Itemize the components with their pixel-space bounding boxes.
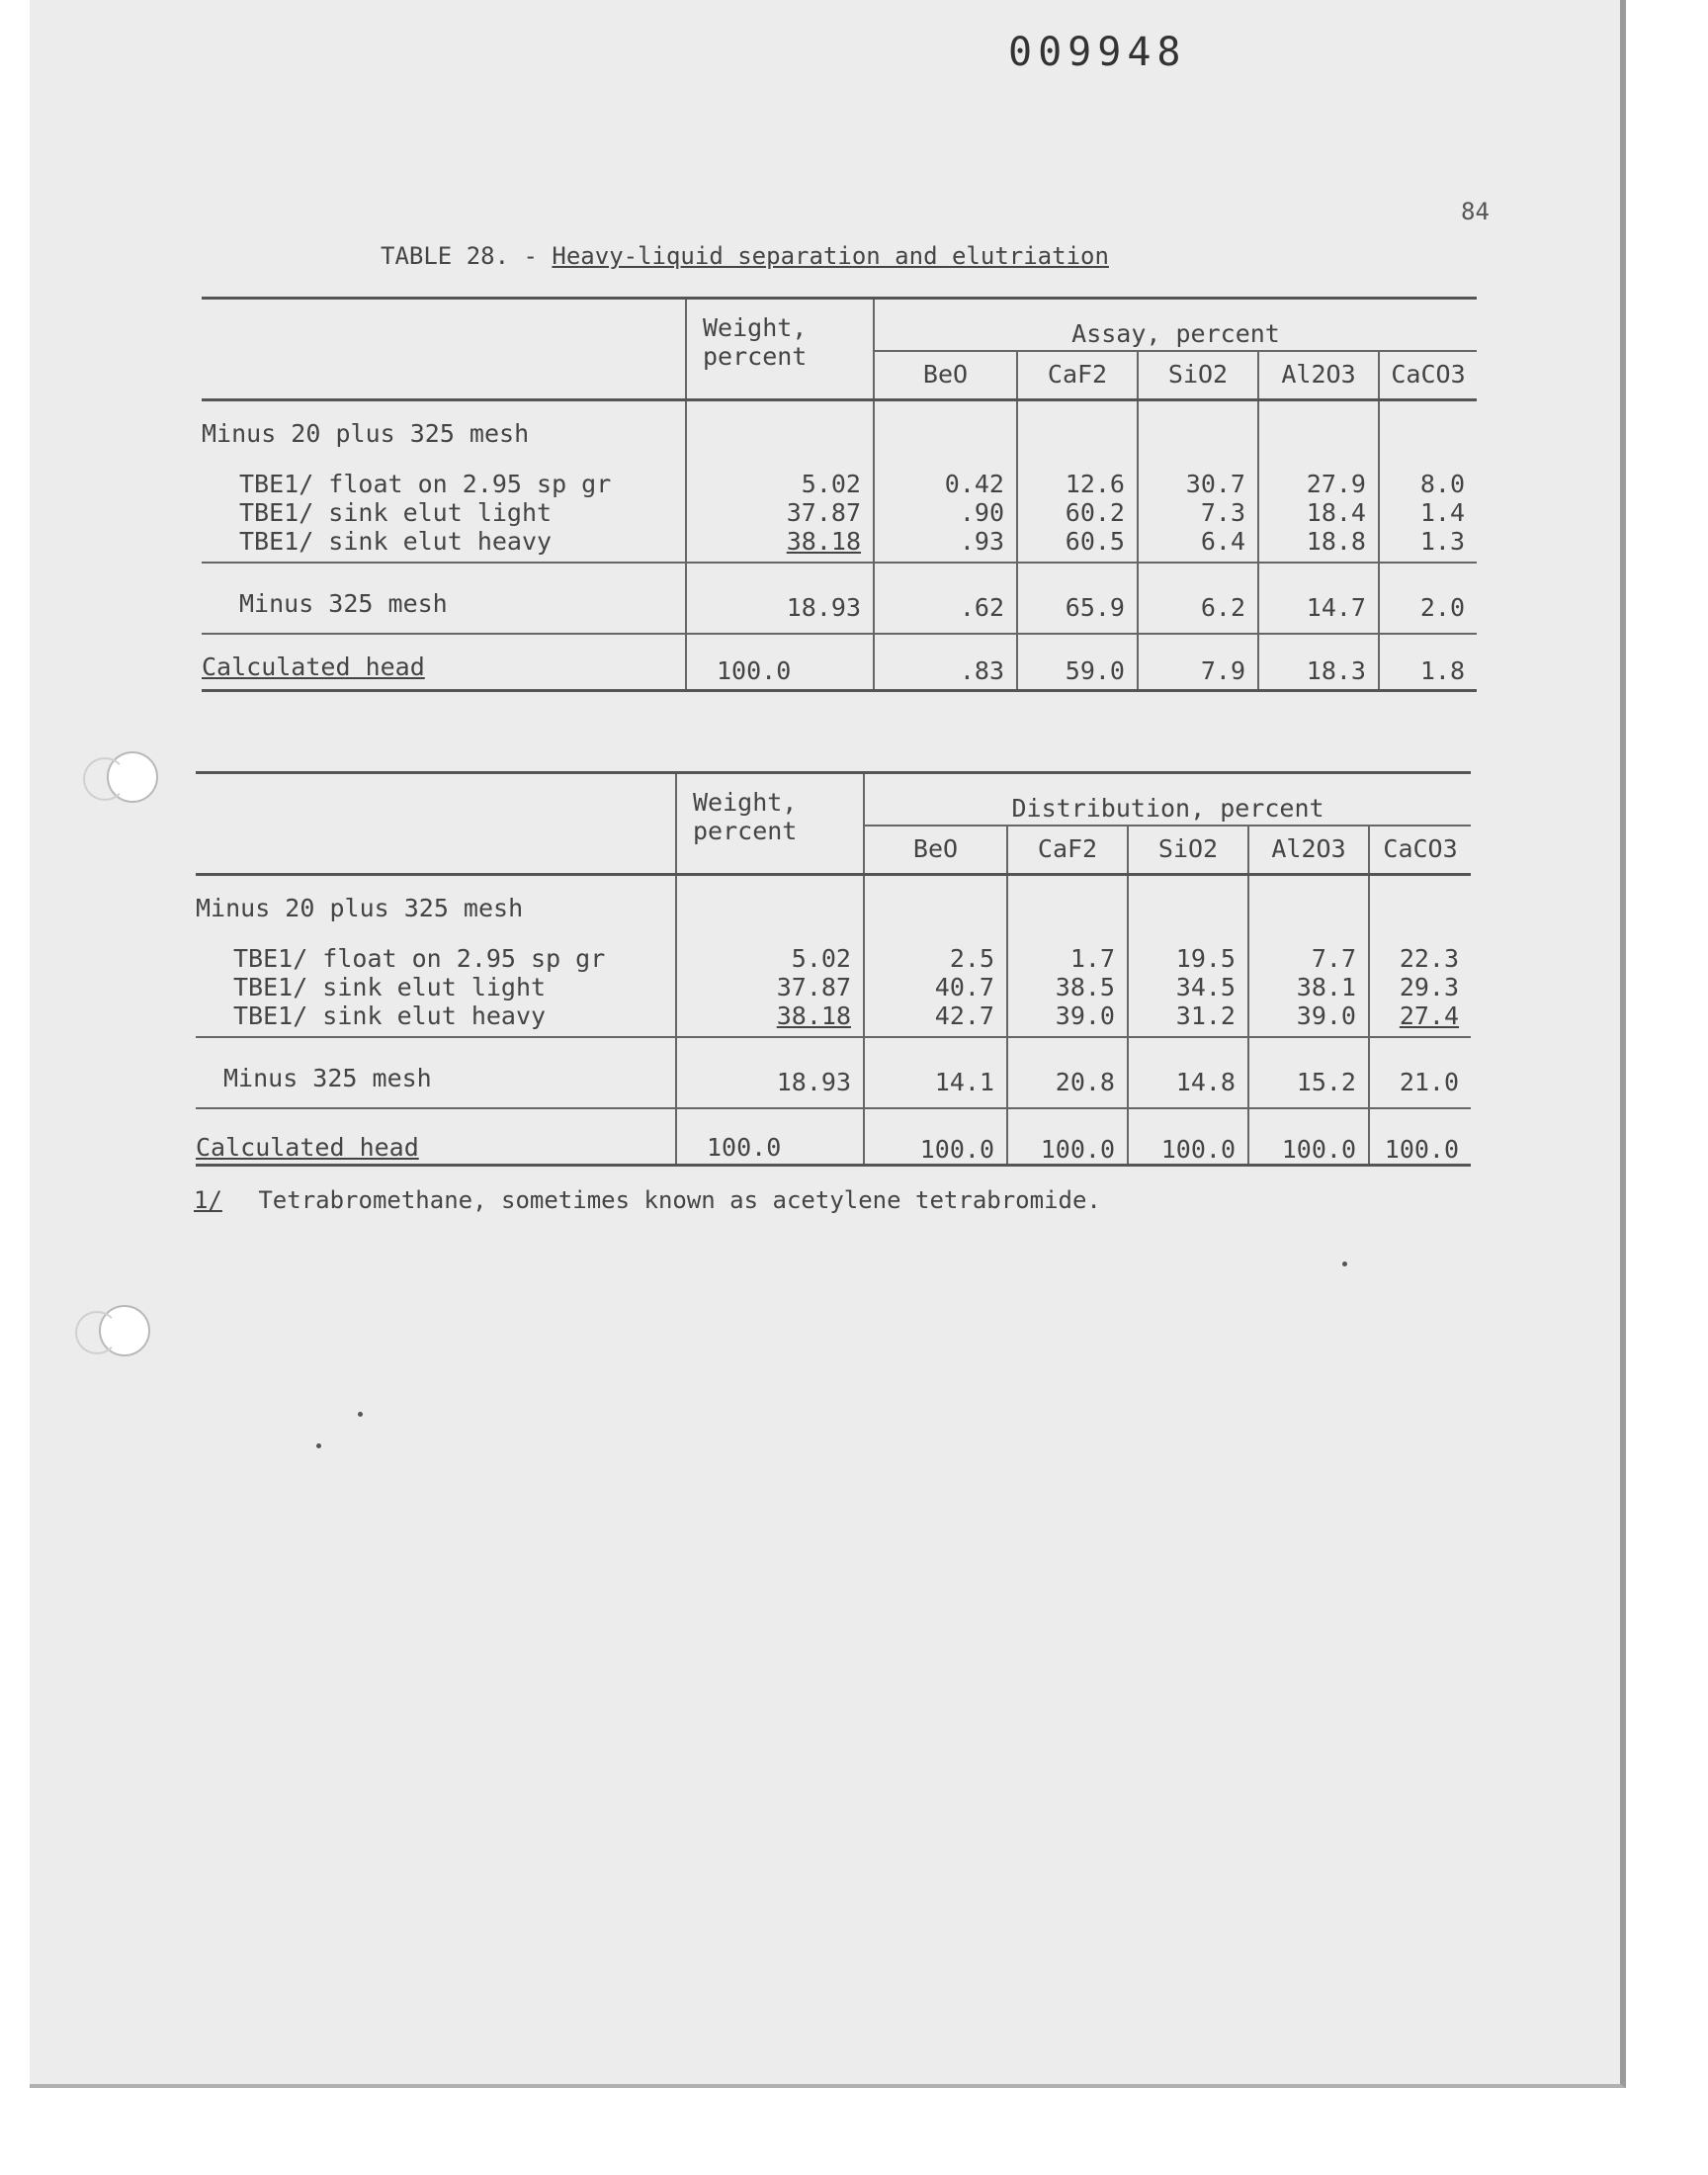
table-row (196, 1108, 1471, 1166)
value-cell: 7.9 (1138, 634, 1258, 691)
row-label: TBE1/ sink elut heavy (239, 526, 553, 556)
value-cell: 38.5 (1007, 973, 1128, 1001)
value-cell: 100.0 (1248, 1108, 1369, 1166)
punch-hole (99, 1305, 150, 1356)
value-cell: 29.3 (1369, 973, 1471, 1001)
scan-speck (1342, 1262, 1347, 1266)
value-cell: 42.7 (864, 1001, 1007, 1037)
punch-hole (107, 751, 158, 803)
value-cell: 1.7 (1007, 944, 1128, 973)
table-title (381, 242, 1109, 270)
value-cell: 38.1 (1248, 973, 1369, 1001)
value-cell: 39.0 (1007, 1001, 1128, 1037)
value-cell: 100.0 (1128, 1108, 1248, 1166)
row-label: TBE1/ float on 2.95 sp gr (233, 943, 606, 973)
value-cell: 15.2 (1248, 1037, 1369, 1108)
col-header-sio2: SiO2 (1128, 826, 1248, 875)
col-header-beo: BeO (874, 351, 1017, 400)
stub-header (196, 773, 676, 875)
row-label: TBE1/ sink elut light (239, 497, 553, 527)
value-cell: 2.0 (1379, 563, 1477, 634)
value-cell: 2.5 (864, 944, 1007, 973)
weight-header-line1: Weight, (703, 313, 808, 342)
weight-cell: 100.0 (686, 634, 874, 691)
weight-header (686, 299, 874, 400)
value-cell: 8.0 (1379, 470, 1477, 498)
value-cell: 14.8 (1128, 1037, 1248, 1108)
table-row (196, 944, 1471, 973)
value-cell: 27.9 (1258, 470, 1379, 498)
value-cell: 22.3 (1369, 944, 1471, 973)
value-cell: 100.0 (1369, 1108, 1471, 1166)
value-cell: 1.3 (1379, 527, 1477, 563)
value-cell: 7.3 (1138, 498, 1258, 527)
col-header-caf2: CaF2 (1017, 351, 1138, 400)
row-label: TBE1/ sink elut heavy (233, 1000, 547, 1030)
value-cell: 0.42 (874, 470, 1017, 498)
value-cell: 18.3 (1258, 634, 1379, 691)
value-cell: 19.5 (1128, 944, 1248, 973)
distribution-table (196, 771, 1471, 1167)
value-cell: 18.4 (1258, 498, 1379, 527)
weight-cell: 37.87 (686, 498, 874, 527)
scan-speck (316, 1443, 321, 1448)
value-cell: 31.2 (1128, 1001, 1248, 1037)
value-cell: 12.6 (1017, 470, 1138, 498)
weight-cell: 5.02 (676, 944, 864, 973)
value-cell: 60.5 (1017, 527, 1138, 563)
col-header-al2o3: Al2O3 (1248, 826, 1369, 875)
table-title-text: Heavy-liquid separation and elutriation (552, 242, 1109, 270)
weight-cell: 18.93 (676, 1037, 864, 1108)
col-header-caco3: CaCO3 (1369, 826, 1471, 875)
row-label: Minus 325 mesh (223, 1063, 432, 1092)
value-cell: 1.8 (1379, 634, 1477, 691)
value-cell: 65.9 (1017, 563, 1138, 634)
assay-group-header: Assay, percent (874, 299, 1477, 352)
distribution-group-header: Distribution, percent (864, 773, 1471, 826)
table-row (196, 1037, 1471, 1108)
value-cell: 39.0 (1248, 1001, 1369, 1037)
table-row (202, 470, 1477, 498)
value-cell: 27.4 (1369, 1001, 1471, 1037)
value-cell: 34.5 (1128, 973, 1248, 1001)
weight-cell: 37.87 (676, 973, 864, 1001)
value-cell: .90 (874, 498, 1017, 527)
footnote-text: Tetrabromethane, sometimes known as acetylene tetrabromide. (258, 1186, 1101, 1214)
value-cell: 100.0 (864, 1108, 1007, 1166)
value-cell: 100.0 (1007, 1108, 1128, 1166)
table-row (202, 634, 1477, 691)
table-row (202, 527, 1477, 563)
weight-cell: 100.0 (676, 1108, 864, 1166)
weight-cell: 38.18 (686, 527, 874, 563)
footnote (194, 1186, 1101, 1214)
value-cell: 20.8 (1007, 1037, 1128, 1108)
table-title-prefix: TABLE 28. - (381, 242, 553, 270)
section-label: Minus 20 plus 325 mesh (196, 894, 524, 922)
weight-header (676, 773, 864, 875)
value-cell: 59.0 (1017, 634, 1138, 691)
value-cell: 40.7 (864, 973, 1007, 1001)
page-number: 84 (1461, 198, 1490, 225)
row-label: Minus 325 mesh (239, 588, 448, 618)
table-row (196, 973, 1471, 1001)
page-background (0, 2092, 1708, 2175)
row-label: Calculated head (196, 1132, 419, 1162)
value-cell: 30.7 (1138, 470, 1258, 498)
value-cell: 21.0 (1369, 1037, 1471, 1108)
stub-header (202, 299, 686, 400)
table-row (202, 498, 1477, 527)
weight-cell: 38.18 (676, 1001, 864, 1037)
row-label: Calculated head (202, 652, 425, 681)
value-cell: 6.4 (1138, 527, 1258, 563)
value-cell: 1.4 (1379, 498, 1477, 527)
value-cell: 14.7 (1258, 563, 1379, 634)
col-header-caco3: CaCO3 (1379, 351, 1477, 400)
col-header-al2o3: Al2O3 (1258, 351, 1379, 400)
document-stamp-number: 009948 (1008, 30, 1187, 75)
value-cell: .93 (874, 527, 1017, 563)
value-cell: 6.2 (1138, 563, 1258, 634)
weight-header-line2: percent (693, 817, 798, 845)
section-label: Minus 20 plus 325 mesh (202, 419, 530, 448)
weight-header-line2: percent (703, 342, 808, 371)
value-cell: .83 (874, 634, 1017, 691)
col-header-sio2: SiO2 (1138, 351, 1258, 400)
weight-cell: 18.93 (686, 563, 874, 634)
table-row (196, 1001, 1471, 1037)
row-label: TBE1/ sink elut light (233, 972, 547, 1001)
value-cell: 18.8 (1258, 527, 1379, 563)
value-cell: .62 (874, 563, 1017, 634)
value-cell: 7.7 (1248, 944, 1369, 973)
assay-table (202, 297, 1477, 692)
value-cell: 14.1 (864, 1037, 1007, 1108)
weight-header-line1: Weight, (693, 788, 798, 817)
col-header-beo: BeO (864, 826, 1007, 875)
col-header-caf2: CaF2 (1007, 826, 1128, 875)
value-cell: 60.2 (1017, 498, 1138, 527)
row-label: TBE1/ float on 2.95 sp gr (239, 469, 612, 498)
footnote-marker: 1/ (194, 1186, 222, 1214)
scan-speck (358, 1412, 363, 1417)
weight-cell: 5.02 (686, 470, 874, 498)
table-row (202, 563, 1477, 634)
